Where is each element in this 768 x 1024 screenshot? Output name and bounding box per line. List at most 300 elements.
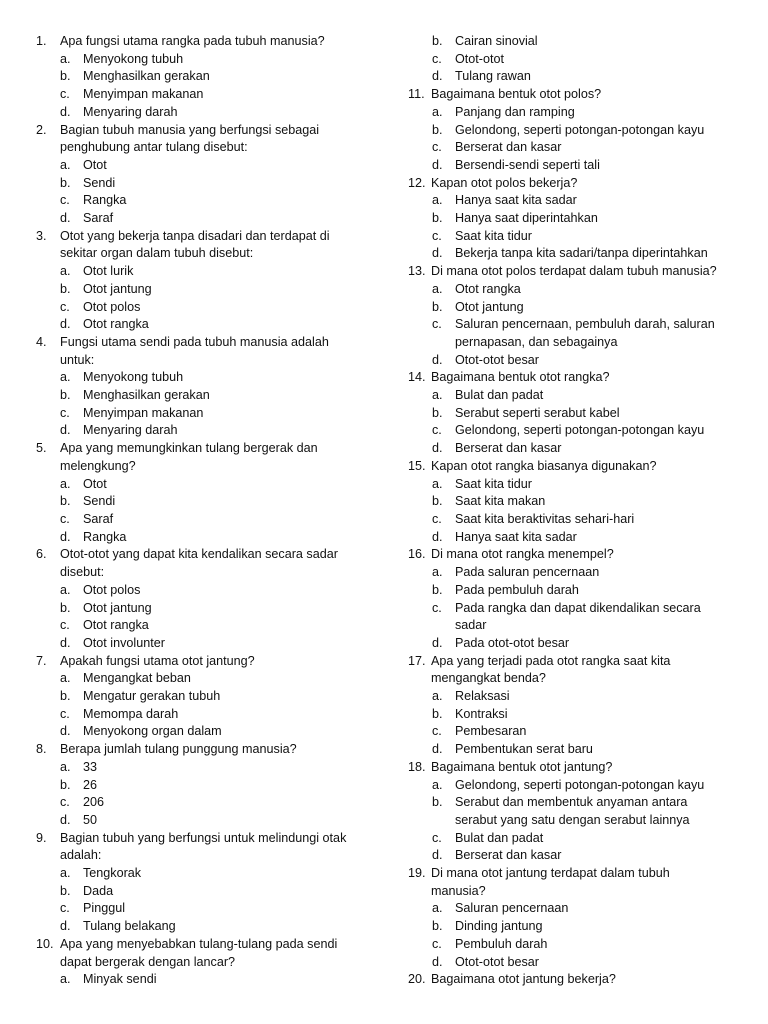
- answer-option: [60, 600, 370, 618]
- option-letter: b.: [60, 600, 71, 615]
- answer-option: [60, 511, 370, 529]
- question-text: disebut:: [60, 565, 105, 580]
- option-text: Otot polos: [83, 582, 141, 597]
- answer-option: [432, 511, 742, 529]
- question-text: Fungsi utama sendi pada tubuh manusia adalah: [60, 334, 329, 349]
- answer-option: [432, 794, 742, 812]
- option-letter: a.: [60, 866, 71, 881]
- answer-option: [432, 334, 742, 352]
- question-text: Otot yang bekerja tanpa disadari dan terdapat di: [60, 228, 330, 243]
- answer-option: [432, 635, 742, 653]
- option-text: Pembentukan serat baru: [455, 742, 593, 757]
- question-line: [402, 865, 742, 883]
- answer-option: [432, 104, 742, 122]
- option-letter: b.: [60, 689, 71, 704]
- option-letter: b.: [60, 883, 71, 898]
- option-letter: c.: [60, 901, 70, 916]
- answer-option: [432, 51, 742, 69]
- answer-option: [432, 352, 742, 370]
- option-letter: a.: [60, 582, 71, 597]
- answer-option: [432, 529, 742, 547]
- answer-option: [432, 192, 742, 210]
- answer-option: [60, 210, 370, 228]
- answer-option: [60, 175, 370, 193]
- option-letter: d.: [432, 352, 443, 367]
- question-number: 17.: [408, 653, 426, 668]
- option-letter: b.: [60, 69, 71, 84]
- question-number: 5.: [36, 441, 47, 456]
- question-line: [30, 954, 370, 972]
- question-line: [30, 458, 370, 476]
- question-number: 8.: [36, 742, 47, 757]
- answer-option: [432, 245, 742, 263]
- option-letter: c.: [60, 87, 70, 102]
- question-line: [30, 228, 370, 246]
- answer-option: [432, 210, 742, 228]
- question-line: [30, 245, 370, 263]
- option-text: Otot jantung: [455, 299, 524, 314]
- option-letter: b.: [432, 919, 443, 934]
- option-text: Otot involunter: [83, 635, 165, 650]
- answer-option: [432, 68, 742, 86]
- answer-option: [60, 263, 370, 281]
- option-text: Memompa darah: [83, 706, 179, 721]
- question-text: Apa yang memungkinkan tulang bergerak dan: [60, 441, 318, 456]
- option-text: Panjang dan ramping: [455, 104, 575, 119]
- option-text: Menyimpan makanan: [83, 87, 204, 102]
- question-line: [402, 369, 742, 387]
- option-letter: d.: [60, 104, 71, 119]
- option-letter: d.: [60, 317, 71, 332]
- option-text: Menyimpan makanan: [83, 405, 204, 420]
- option-letter: c.: [60, 795, 70, 810]
- answer-option: [60, 918, 370, 936]
- answer-option: [60, 86, 370, 104]
- question-number: 10.: [36, 936, 54, 951]
- question-line: [402, 759, 742, 777]
- option-letter: c.: [432, 936, 442, 951]
- option-text: Saraf: [83, 511, 114, 526]
- option-text: Mengangkat beban: [83, 671, 191, 686]
- option-letter: c.: [432, 317, 442, 332]
- answer-option: [432, 476, 742, 494]
- option-letter: d.: [60, 529, 71, 544]
- option-text: Saluran pencernaan, pembuluh darah, saluran: [455, 317, 715, 332]
- option-letter: c.: [60, 405, 70, 420]
- question-line: [402, 175, 742, 193]
- option-letter: d.: [60, 211, 71, 226]
- option-text: Otot jantung: [83, 600, 152, 615]
- question-line: [30, 139, 370, 157]
- question-line: [402, 670, 742, 688]
- question-number: 2.: [36, 122, 47, 137]
- question-item: [402, 86, 742, 175]
- option-letter: d.: [432, 529, 443, 544]
- question-line: [402, 458, 742, 476]
- option-text: Otot-otot besar: [455, 352, 539, 367]
- option-text: Kontraksi: [455, 706, 508, 721]
- option-text: Gelondong, seperti potongan-potongan kayu: [455, 122, 705, 137]
- answer-option: [60, 794, 370, 812]
- answer-option: [432, 812, 742, 830]
- option-text: Menyokong organ dalam: [83, 724, 222, 739]
- answer-option: [432, 564, 742, 582]
- question-item: [402, 865, 742, 971]
- question-line: [30, 653, 370, 671]
- option-text: Bersendi-sendi seperti tali: [455, 157, 600, 172]
- answer-option: [60, 723, 370, 741]
- question-text: melengkung?: [60, 458, 136, 473]
- question-number: 11.: [408, 87, 425, 102]
- question-item: [30, 741, 370, 830]
- option-text: Saat kita tidur: [455, 228, 533, 243]
- question-number: 1.: [36, 34, 47, 48]
- question-item: [30, 440, 370, 546]
- question-number: 18.: [408, 759, 426, 774]
- question-line: [30, 546, 370, 564]
- right-question-column: [402, 33, 742, 989]
- question-item: [30, 830, 370, 936]
- option-letter: a.: [60, 972, 71, 987]
- option-letter: b.: [432, 122, 443, 137]
- option-letter: a.: [60, 370, 71, 385]
- option-text: Menyokong tubuh: [83, 370, 184, 385]
- option-letter: c.: [60, 299, 70, 314]
- question-text: Apa yang menyebabkan tulang-tulang pada sendi: [60, 936, 338, 951]
- answer-option: [432, 316, 742, 334]
- question-text: Otot-otot yang dapat kita kendalikan secara sadar: [60, 547, 338, 562]
- option-text: Berserat dan kasar: [455, 848, 562, 863]
- option-text: Pada pembuluh darah: [455, 582, 579, 597]
- question-number: 3.: [36, 228, 47, 243]
- option-text: 26: [83, 777, 98, 792]
- option-letter: a.: [432, 476, 443, 491]
- question-line: [402, 653, 742, 671]
- option-letter: b.: [432, 582, 443, 597]
- option-text: Bulat dan padat: [455, 830, 544, 845]
- answer-option: [60, 493, 370, 511]
- question-number: 20.: [408, 972, 426, 987]
- question-line: [30, 936, 370, 954]
- option-letter: a.: [432, 901, 443, 916]
- answer-option: [432, 900, 742, 918]
- option-letter: c.: [432, 51, 442, 66]
- option-text: Tulang rawan: [455, 69, 531, 84]
- question-item: [402, 33, 742, 86]
- option-text: 50: [83, 812, 98, 827]
- question-text: Di mana otot jantung terdapat dalam tubuh: [431, 866, 670, 881]
- option-text: Menghasilkan gerakan: [83, 388, 210, 403]
- answer-option: [60, 582, 370, 600]
- option-text: Berserat dan kasar: [455, 140, 562, 155]
- option-text: 33: [83, 759, 98, 774]
- option-letter: a.: [60, 51, 71, 66]
- option-letter: c.: [432, 600, 442, 615]
- answer-option: [60, 900, 370, 918]
- answer-option: [60, 299, 370, 317]
- option-letter: c.: [60, 193, 70, 208]
- option-text: Pembuluh darah: [455, 936, 548, 951]
- question-item: [402, 458, 742, 547]
- answer-option: [432, 157, 742, 175]
- question-text: Apa fungsi utama rangka pada tubuh manusia?: [60, 34, 325, 48]
- option-letter: a.: [60, 157, 71, 172]
- answer-option: [432, 688, 742, 706]
- option-letter: d.: [60, 423, 71, 438]
- question-text: Kapan otot rangka biasanya digunakan?: [431, 458, 657, 473]
- option-letter: d.: [432, 157, 443, 172]
- option-letter: a.: [60, 671, 71, 686]
- option-letter: b.: [432, 494, 443, 509]
- left-question-column: [30, 33, 370, 989]
- answer-option: [60, 812, 370, 830]
- question-item: [30, 122, 370, 228]
- option-text: Tulang belakang: [83, 919, 176, 934]
- question-line: [402, 971, 742, 989]
- option-text: Menyaring darah: [83, 423, 178, 438]
- question-number: 19.: [408, 866, 426, 881]
- answer-option: [432, 139, 742, 157]
- option-letter: a.: [432, 193, 443, 208]
- answer-option: [432, 299, 742, 317]
- option-text: Menghasilkan gerakan: [83, 69, 210, 84]
- question-line: [402, 546, 742, 564]
- option-text: Hanya saat kita sadar: [455, 529, 577, 544]
- option-letter: c.: [432, 724, 442, 739]
- question-text: dapat bergerak dengan lancar?: [60, 954, 236, 969]
- option-text: Otot rangka: [83, 618, 149, 633]
- option-text: Pembesaran: [455, 724, 527, 739]
- option-text: Hanya saat kita sadar: [455, 193, 577, 208]
- question-line: [402, 883, 742, 901]
- question-number: 6.: [36, 547, 47, 562]
- option-text: Dinding jantung: [455, 919, 543, 934]
- question-line: [30, 33, 370, 51]
- answer-option: [432, 706, 742, 724]
- answer-option: [60, 281, 370, 299]
- answer-option: [60, 688, 370, 706]
- option-text: Menyaring darah: [83, 104, 178, 119]
- option-text: Menyokong tubuh: [83, 51, 184, 66]
- question-line: [402, 263, 742, 281]
- question-number: 4.: [36, 334, 47, 349]
- option-letter: c.: [432, 830, 442, 845]
- option-text: Mengatur gerakan tubuh: [83, 689, 221, 704]
- option-text: 206: [83, 795, 105, 810]
- option-letter: a.: [60, 759, 71, 774]
- question-text: sekitar organ dalam tubuh disebut:: [60, 246, 254, 261]
- option-text: Otot: [83, 476, 107, 491]
- option-letter: b.: [432, 34, 443, 48]
- question-item: [402, 175, 742, 264]
- answer-option: [432, 847, 742, 865]
- answer-option: [432, 954, 742, 972]
- option-letter: d.: [432, 635, 443, 650]
- answer-option: [60, 68, 370, 86]
- answer-option: [432, 723, 742, 741]
- option-letter: c.: [60, 706, 70, 721]
- option-text: Saat kita beraktivitas sehari-hari: [455, 511, 635, 526]
- option-text: Rangka: [83, 529, 127, 544]
- option-letter: a.: [432, 689, 443, 704]
- option-letter: d.: [60, 724, 71, 739]
- option-text: Dada: [83, 883, 114, 898]
- answer-option: [60, 635, 370, 653]
- answer-option: [60, 670, 370, 688]
- question-item: [30, 936, 370, 989]
- question-text: Berapa jumlah tulang punggung manusia?: [60, 742, 297, 757]
- answer-option: [432, 936, 742, 954]
- question-item: [402, 653, 742, 759]
- question-text: manusia?: [431, 883, 486, 898]
- option-text: Otot-otot: [455, 51, 504, 66]
- question-number: 13.: [408, 264, 426, 279]
- option-letter: c.: [60, 618, 70, 633]
- option-text: Otot jantung: [83, 281, 152, 296]
- option-letter: a.: [432, 104, 443, 119]
- answer-option: [432, 122, 742, 140]
- option-letter: a.: [432, 777, 443, 792]
- answer-option: [432, 600, 742, 618]
- option-text: pernapasan, dan sebagainya: [455, 334, 618, 349]
- option-text: Otot lurik: [83, 264, 134, 279]
- answer-option: [60, 706, 370, 724]
- answer-option: [432, 440, 742, 458]
- option-text: Tengkorak: [83, 866, 142, 881]
- option-text: Serabut dan membentuk anyaman antara: [455, 795, 688, 810]
- answer-option: [432, 422, 742, 440]
- option-letter: b.: [60, 281, 71, 296]
- answer-option: [60, 759, 370, 777]
- question-number: 16.: [408, 547, 426, 562]
- question-line: [30, 122, 370, 140]
- option-text: Bekerja tanpa kita sadari/tanpa diperintahkan: [455, 246, 708, 261]
- question-text: penghubung antar tulang disebut:: [60, 140, 248, 155]
- answer-option: [60, 51, 370, 69]
- question-number: 7.: [36, 653, 47, 668]
- question-text: Bagaimana bentuk otot rangka?: [431, 370, 610, 385]
- question-text: Di mana otot polos terdapat dalam tubuh manusia?: [431, 264, 717, 279]
- question-item: [30, 33, 370, 122]
- option-letter: a.: [432, 565, 443, 580]
- answer-option: [60, 192, 370, 210]
- option-text: Otot polos: [83, 299, 141, 314]
- question-line: [30, 352, 370, 370]
- option-text: Sendi: [83, 494, 116, 509]
- question-item: [402, 759, 742, 865]
- question-text: Apa yang terjadi pada otot rangka saat kita: [431, 653, 671, 668]
- option-letter: c.: [432, 511, 442, 526]
- option-letter: a.: [60, 264, 71, 279]
- question-item: [402, 971, 742, 989]
- question-line: [402, 86, 742, 104]
- option-text: Cairan sinovial: [455, 34, 538, 48]
- option-text: sadar: [455, 618, 487, 633]
- option-text: Otot rangka: [455, 281, 521, 296]
- question-text: untuk:: [60, 352, 95, 367]
- answer-option: [60, 476, 370, 494]
- question-line: [30, 741, 370, 759]
- question-line: [30, 440, 370, 458]
- question-item: [30, 334, 370, 440]
- question-text: Kapan otot polos bekerja?: [431, 175, 578, 190]
- question-line: [30, 847, 370, 865]
- option-text: Pada rangka dan dapat dikendalikan secara: [455, 600, 701, 615]
- answer-option: [60, 157, 370, 175]
- question-text: mengangkat benda?: [431, 671, 546, 686]
- question-number: 14.: [408, 370, 426, 385]
- question-number: 12.: [408, 175, 426, 190]
- option-text: Minyak sendi: [83, 972, 157, 987]
- option-letter: c.: [432, 140, 442, 155]
- question-item: [30, 228, 370, 334]
- answer-option: [432, 918, 742, 936]
- option-text: Serabut seperti serabut kabel: [455, 405, 620, 420]
- answer-option: [432, 33, 742, 51]
- option-text: Relaksasi: [455, 689, 510, 704]
- option-text: serabut yang satu dengan serabut lainnya: [455, 812, 690, 827]
- answer-option: [60, 104, 370, 122]
- question-item: [30, 653, 370, 742]
- question-item: [402, 369, 742, 458]
- option-text: Gelondong, seperti potongan-potongan kayu: [455, 423, 705, 438]
- question-number: 15.: [408, 458, 426, 473]
- option-letter: a.: [432, 281, 443, 296]
- option-letter: d.: [432, 742, 443, 757]
- option-letter: b.: [432, 405, 443, 420]
- option-letter: d.: [432, 441, 443, 456]
- question-item: [402, 546, 742, 652]
- question-text: Bagian tubuh yang berfungsi untuk melindungi otak: [60, 830, 347, 845]
- question-item: [30, 546, 370, 652]
- option-letter: b.: [432, 299, 443, 314]
- option-letter: d.: [60, 635, 71, 650]
- option-text: Sendi: [83, 175, 116, 190]
- option-text: Saluran pencernaan: [455, 901, 569, 916]
- option-letter: b.: [60, 388, 71, 403]
- option-letter: c.: [432, 228, 442, 243]
- answer-option: [60, 422, 370, 440]
- question-text: Bagaimana otot jantung bekerja?: [431, 972, 616, 987]
- option-letter: d.: [432, 954, 443, 969]
- question-text: Bagian tubuh manusia yang berfungsi sebagai: [60, 122, 320, 137]
- answer-option: [60, 777, 370, 795]
- question-line: [30, 564, 370, 582]
- answer-option: [60, 369, 370, 387]
- question-text: Bagaimana bentuk otot polos?: [431, 87, 602, 102]
- option-letter: b.: [60, 494, 71, 509]
- option-text: Hanya saat diperintahkan: [455, 211, 598, 226]
- answer-option: [432, 830, 742, 848]
- answer-option: [432, 741, 742, 759]
- answer-option: [432, 228, 742, 246]
- option-letter: d.: [432, 69, 443, 84]
- answer-option: [60, 883, 370, 901]
- option-text: Otot-otot besar: [455, 954, 539, 969]
- answer-option: [60, 405, 370, 423]
- answer-option: [60, 971, 370, 989]
- question-text: Bagaimana bentuk otot jantung?: [431, 759, 613, 774]
- option-letter: c.: [60, 511, 70, 526]
- answer-option: [60, 316, 370, 334]
- option-letter: d.: [432, 848, 443, 863]
- option-letter: c.: [432, 423, 442, 438]
- option-letter: d.: [60, 812, 71, 827]
- answer-option: [60, 529, 370, 547]
- question-line: [30, 830, 370, 848]
- answer-option: [432, 777, 742, 795]
- answer-option: [432, 281, 742, 299]
